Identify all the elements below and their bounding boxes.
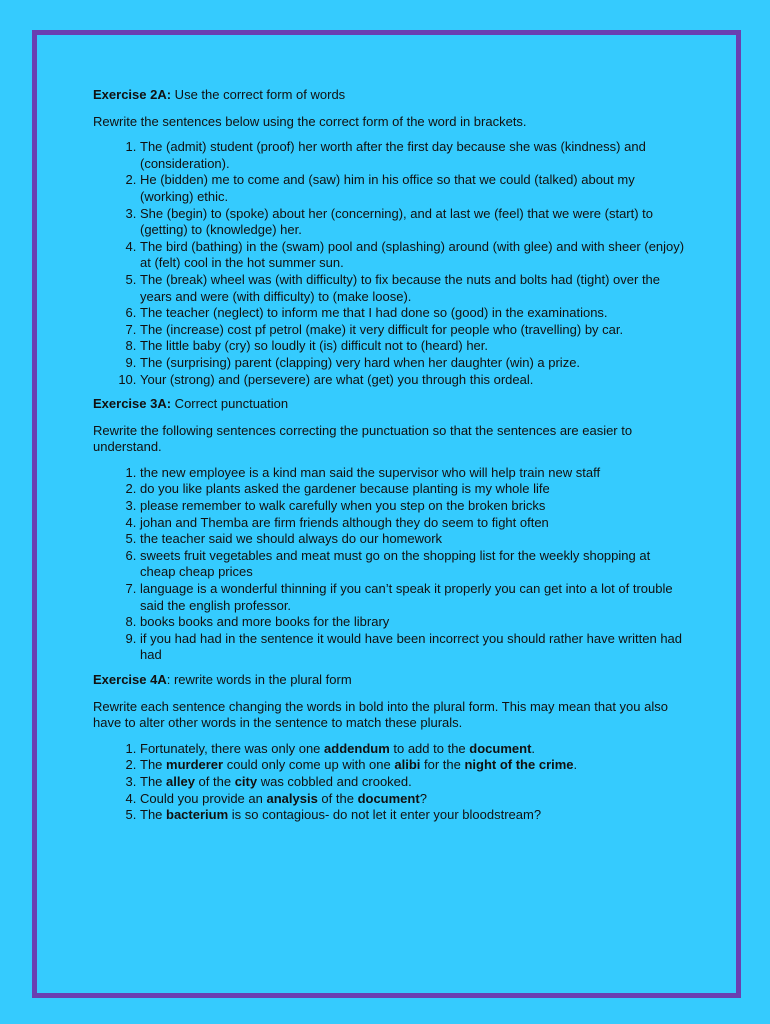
exercise-4a-heading xyxy=(93,672,685,689)
list-item: 4. The bird (bathing) in the (swam) pool and (splashing) around (with glee) and with sheer (enjoy) at (felt) cool in the hot summer sun. xyxy=(140,239,685,272)
list-item xyxy=(140,791,685,808)
list-item xyxy=(140,774,685,791)
bold-word: alley xyxy=(166,773,195,789)
bold-word: city xyxy=(234,773,258,789)
exercise-3a-heading xyxy=(93,396,685,413)
exercise-2a-instruction: Rewrite the sentences below using the correct form of the word in brackets. xyxy=(93,113,527,129)
exercise-3a-instruction: Rewrite the following sentences correcting the punctuation so that the sentences are easier to understand. xyxy=(93,422,633,455)
exercise-4a-title: Exercise 4A xyxy=(93,672,167,687)
list-item: 5. The (break) wheel was (with difficulty) to fix because the nuts and bolts had (tight) over the years and were (with difficulty) to (make loose). xyxy=(140,272,685,305)
list-item: 2. He (bidden) me to come and (saw) him in his office so that we could (talked) about my (working) ethic. xyxy=(140,172,685,205)
sentence-text: The xyxy=(140,773,167,789)
list-item: 3. please remember to walk carefully when you step on the broken bricks xyxy=(140,498,685,515)
exercise-2a-title: Exercise 2A: xyxy=(93,87,172,102)
exercise-4a-list xyxy=(93,741,685,824)
sentence-text: The xyxy=(140,757,167,773)
list-item: 6. The teacher (neglect) to inform me that I had done so (good) in the examinations. xyxy=(140,305,685,322)
bold-word: analysis xyxy=(266,790,318,806)
sentence-text: . xyxy=(573,757,578,773)
sentence-text: Could you provide an xyxy=(140,790,267,806)
exercise-3a-list xyxy=(93,465,685,664)
list-item: 9. if you had had in the sentence it would have been incorrect you should rather have written had had xyxy=(140,631,685,664)
sentence-text: of the xyxy=(317,790,358,806)
bold-word: murderer xyxy=(166,757,224,773)
list-item: 9. The (surprising) parent (clapping) very hard when her daughter (win) a prize. xyxy=(140,355,685,372)
bold-word: addendum xyxy=(324,740,390,756)
exercise-3a-subtitle: Correct punctuation xyxy=(171,396,289,412)
list-item: 8. books books and more books for the library xyxy=(140,614,685,631)
exercise-4a xyxy=(93,672,685,824)
exercise-3a xyxy=(93,396,685,664)
sentence-text: of the xyxy=(194,773,235,789)
list-item: 1. The (admit) student (proof) her worth after the first day because she was (kindness) and (consideration). xyxy=(140,139,685,172)
sentence-text: ? xyxy=(419,790,427,806)
sentence-text: The xyxy=(140,807,167,823)
list-item: 6. sweets fruit vegetables and meat must go on the shopping list for the weekly shopping at cheap cheap prices xyxy=(140,548,685,581)
sentence-text: to add to the xyxy=(389,740,470,756)
bold-word: document xyxy=(357,790,420,806)
exercise-4a-subtitle: : rewrite words in the plural form xyxy=(166,672,352,687)
list-item: 7. language is a wonderful thinning if you can’t speak it properly you can get into a lot of trouble said the english professor. xyxy=(140,581,685,614)
bold-word: night of the crime xyxy=(464,757,574,773)
list-item: 7. The (increase) cost pf petrol (make) it very difficult for people who (travelling) by car. xyxy=(140,322,685,339)
list-item xyxy=(140,741,685,758)
list-item: 5. the teacher said we should always do our homework xyxy=(140,531,685,548)
sentence-text: was cobbled and crooked. xyxy=(257,773,412,789)
exercise-4a-instruction: Rewrite each sentence changing the words in bold into the plural form. This may mean that you also have to alter other words in the sentence to match these plurals. xyxy=(93,698,668,731)
bold-word: bacterium xyxy=(166,807,229,823)
sentence-text: could only come up with one xyxy=(223,757,395,773)
exercise-2a xyxy=(93,87,685,388)
list-item: 3. She (begin) to (spoke) about her (concerning), and at last we (feel) that we were (start) to (getting) to (knowledge) her. xyxy=(140,206,685,239)
list-item: 1. the new employee is a kind man said the supervisor who will help train new staff xyxy=(140,465,685,482)
list-item: 2. do you like plants asked the gardener because planting is my whole life xyxy=(140,481,685,498)
worksheet-content xyxy=(93,87,685,832)
exercise-2a-heading xyxy=(93,87,685,104)
sentence-text: Fortunately, there was only one xyxy=(140,740,325,756)
list-item xyxy=(140,807,685,824)
exercise-2a-list xyxy=(93,139,685,388)
bold-word: alibi xyxy=(394,757,421,773)
sentence-text: . xyxy=(531,740,536,756)
list-item: 10. Your (strong) and (persevere) are what (get) you through this ordeal. xyxy=(140,372,685,389)
list-item: 4. johan and Themba are firm friends although they do seem to fight often xyxy=(140,515,685,532)
list-item: 8. The little baby (cry) so loudly it (is) difficult not to (heard) her. xyxy=(140,338,685,355)
sentence-text: is so contagious- do not let it enter your bloodstream? xyxy=(228,807,542,823)
exercise-2a-subtitle: Use the correct form of words xyxy=(171,87,346,102)
exercise-3a-title: Exercise 3A: xyxy=(93,396,172,412)
list-item xyxy=(140,757,685,774)
sentence-text: for the xyxy=(420,757,465,773)
bold-word: document xyxy=(469,740,532,756)
